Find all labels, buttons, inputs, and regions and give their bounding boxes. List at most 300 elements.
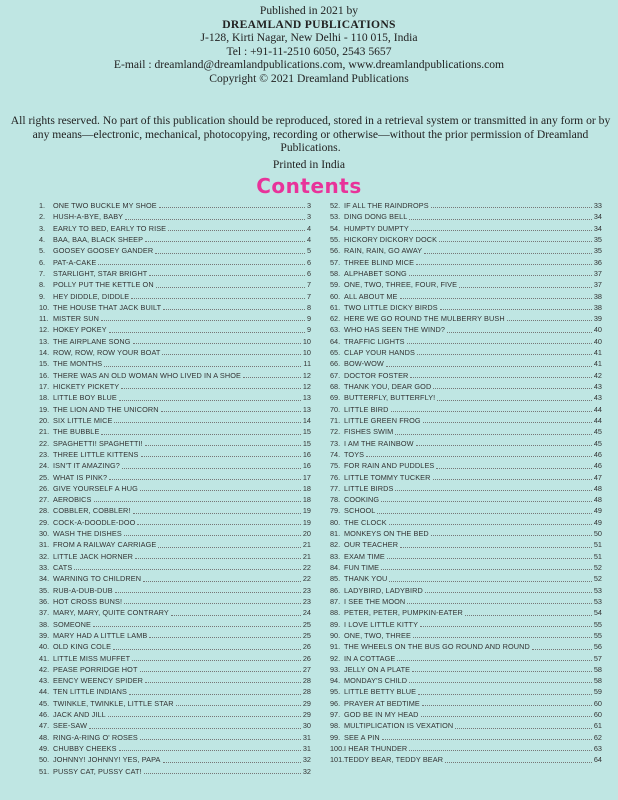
contents-entry <box>39 517 311 528</box>
entry-page-number: 8 <box>306 302 311 312</box>
entry-title: IF ALL THE RAINDROPS <box>344 201 429 210</box>
contents-entry <box>39 324 311 335</box>
dot-leader <box>145 241 305 242</box>
entry-title: SPAGHETTI! SPAGHETTI! <box>53 438 143 448</box>
entry-number: 95. <box>330 687 341 697</box>
contents-entry <box>330 438 602 449</box>
contents-entry <box>39 596 311 607</box>
entry-number: 45. <box>39 698 50 708</box>
entry-title: LITTLE BIRD <box>344 404 389 414</box>
entry-title: HEY DIDDLE, DIDDLE <box>53 291 130 301</box>
entry-number: 26. <box>39 483 50 493</box>
contents-entry <box>39 449 311 460</box>
entry-title: DOCTOR FOSTER <box>344 370 409 380</box>
entry-number: 39. <box>39 630 50 640</box>
entry-title: BAA, BAA, BLACK SHEEP <box>53 234 144 244</box>
entry-page-number: 40 <box>593 325 602 335</box>
contents-entry <box>330 664 602 675</box>
printed-in-line: Printed in India <box>272 158 346 171</box>
contents-entry <box>330 675 602 686</box>
dot-leader <box>145 445 301 446</box>
contents-column-left <box>39 200 311 777</box>
contents-entry <box>330 494 602 505</box>
published-line: Published in 2021 by <box>259 4 359 17</box>
entry-page-number: 51 <box>593 540 602 550</box>
entry-page-number: 37 <box>593 280 602 290</box>
contents-entry <box>330 347 602 358</box>
entry-title: LITTLE BETTY BLUE <box>344 687 417 697</box>
entry-page-number: 5 <box>306 246 311 256</box>
contents-entry <box>39 245 311 256</box>
entry-page-number: 4 <box>306 234 311 244</box>
entry-page-number: 10 <box>302 348 311 358</box>
contents-entry <box>39 200 311 211</box>
entry-title: LITTLE GREEN FROG <box>344 415 421 425</box>
entry-number: 72. <box>330 427 341 437</box>
contents-entry <box>39 472 311 483</box>
entry-title: COOKING <box>344 495 380 505</box>
dot-leader <box>407 343 592 344</box>
dot-leader <box>377 513 591 514</box>
entry-page-number: 31 <box>302 732 311 742</box>
contents-entry <box>330 539 602 550</box>
entry-number: 20. <box>39 415 50 425</box>
contents-entry <box>330 245 602 256</box>
contents-entry <box>330 528 602 539</box>
dot-leader <box>163 762 301 763</box>
entry-page-number: 12 <box>302 382 311 391</box>
dot-leader <box>409 750 592 751</box>
entry-page-number: 51 <box>593 551 602 561</box>
dot-leader <box>122 468 301 469</box>
entry-title: JELLY ON A PLATE <box>344 664 411 674</box>
entry-page-number: 38 <box>593 291 602 301</box>
contents-entry <box>39 223 311 234</box>
contents-entry <box>330 223 602 234</box>
contents-entry <box>39 607 311 618</box>
entry-page-number: 53 <box>593 585 602 595</box>
dot-leader <box>418 694 592 695</box>
entry-page-number: 37 <box>593 268 602 278</box>
entry-page-number: 48 <box>593 483 602 493</box>
entry-number: 76. <box>330 472 341 482</box>
entry-title: THERE WAS AN OLD WOMAN WHO LIVED IN A SHOE <box>53 370 241 380</box>
entry-title: TEN LITTLE INDIANS <box>53 687 127 697</box>
dot-leader <box>119 750 301 751</box>
entry-number: 53. <box>330 212 341 222</box>
entry-page-number: 23 <box>302 585 311 595</box>
contents-entry <box>39 653 311 664</box>
entry-page-number: 53 <box>593 596 602 606</box>
entry-number: 34. <box>39 574 50 584</box>
entry-page-number: 22 <box>302 563 311 572</box>
contents-entry <box>330 392 602 403</box>
dot-leader <box>431 207 592 208</box>
entry-number: 22. <box>39 438 50 448</box>
contents-entry <box>39 302 311 313</box>
dot-leader <box>382 739 592 740</box>
dot-leader <box>124 535 301 536</box>
entry-title: TEDDY BEAR, TEDDY BEAR <box>344 755 444 765</box>
entry-page-number: 54 <box>593 608 602 618</box>
entry-title: RAIN, RAIN, GO AWAY <box>344 246 423 256</box>
entry-page-number: 32 <box>302 766 311 776</box>
entry-page-number: 29 <box>302 698 311 708</box>
entry-page-number: 21 <box>302 540 311 550</box>
entry-number: 82. <box>330 540 341 550</box>
dot-leader <box>389 581 592 582</box>
dot-leader <box>135 558 301 559</box>
rights-notice: All rights reserved. No part of this publication should be reproduced, stored in a retrieval system or transmitted in any form or by any means—electronic, mechanical, photocopying, recording or otherwise—without the prior permission of Dreamland Publications. <box>10 114 611 155</box>
entry-page-number: 61 <box>593 721 602 731</box>
entry-number: 79. <box>330 506 341 516</box>
dot-leader <box>149 637 300 638</box>
contents-entry <box>330 415 602 426</box>
entry-number: 8. <box>39 280 46 290</box>
entry-title: STARLIGHT, STAR BRIGHT <box>53 268 148 278</box>
contents-entry <box>330 472 602 483</box>
entry-title: FROM A RAILWAY CARRIAGE <box>53 540 157 550</box>
entry-title: LITTLE TOMMY TUCKER <box>344 472 431 482</box>
entry-title: ONE, TWO, THREE <box>344 630 411 640</box>
entry-title: THREE BLIND MICE <box>344 257 415 267</box>
dot-leader <box>433 388 592 389</box>
dot-leader <box>381 501 592 502</box>
entry-number: 91. <box>330 642 341 652</box>
imprint-block <box>0 4 618 86</box>
publisher-telephone: Tel : +91-11-2510 6050, 2543 5657 <box>226 44 392 58</box>
entry-title: COCK-A-DOODLE-DOO <box>53 517 136 527</box>
entry-page-number: 34 <box>593 212 602 222</box>
contents-entry <box>39 370 311 381</box>
entry-number: 89. <box>330 619 341 629</box>
entry-number: 18. <box>39 393 50 403</box>
entry-page-number: 3 <box>306 201 311 210</box>
entry-number: 7. <box>39 268 46 278</box>
entry-page-number: 59 <box>593 687 602 697</box>
entry-number: 70. <box>330 404 341 414</box>
entry-number: 61. <box>330 302 341 312</box>
dot-leader <box>89 728 301 729</box>
dot-leader <box>98 264 305 265</box>
entry-page-number: 44 <box>593 415 602 425</box>
dot-leader <box>114 422 300 423</box>
entry-number: 41. <box>39 653 50 663</box>
entry-title: SIX LITTLE MICE <box>53 415 113 425</box>
entry-title: CHUBBY CHEEKS <box>53 744 117 753</box>
entry-title: LITTLE JACK HORNER <box>53 551 134 561</box>
entry-number: 96. <box>330 698 341 708</box>
dot-leader <box>465 615 592 616</box>
entry-number: 38. <box>39 619 50 629</box>
contents-entry <box>330 302 602 313</box>
entry-title: FOR RAIN AND PUDDLES <box>344 461 435 471</box>
entry-title: I SEE THE MOON <box>344 596 406 606</box>
entry-page-number: 11 <box>303 359 311 369</box>
dot-leader <box>149 275 305 276</box>
entry-title: OUR TEACHER <box>344 540 399 550</box>
entry-title: ROW, ROW, ROW YOUR BOAT <box>53 348 161 358</box>
dot-leader <box>416 264 592 265</box>
contents-entry <box>330 381 602 392</box>
entry-title: MULTIPLICATION IS VEXATION <box>344 721 454 731</box>
entry-number: 101. <box>330 755 345 765</box>
contents-entry <box>39 291 311 302</box>
entry-page-number: 55 <box>593 619 602 629</box>
entry-page-number: 4 <box>306 223 311 233</box>
contents-entry <box>330 505 602 516</box>
entry-page-number: 26 <box>302 653 311 663</box>
entry-title: MARY, MARY, QUITE CONTRARY <box>53 608 169 618</box>
entry-number: 99. <box>330 732 341 742</box>
contents-entry <box>330 336 602 347</box>
entry-title: THE AIRPLANE SONG <box>53 336 131 346</box>
contents-entry <box>330 720 602 731</box>
entry-title: ONE, TWO, THREE, FOUR, FIVE <box>344 280 458 290</box>
entry-title: OLD KING COLE <box>53 642 112 652</box>
entry-title: WHAT IS PINK? <box>53 472 108 482</box>
entry-title: HOT CROSS BUNS! <box>53 596 123 606</box>
entry-number: 44. <box>39 687 50 697</box>
entry-number: 31. <box>39 540 50 550</box>
entry-title: THANK YOU <box>344 574 388 584</box>
contents-entry <box>330 279 602 290</box>
publisher-email: E-mail : dreamland@dreamlandpublications.com, www.dreamlandpublications.com <box>113 58 505 72</box>
entry-page-number: 19 <box>302 517 311 527</box>
entry-number: 2. <box>39 212 46 222</box>
entry-title: EARLY TO BED, EARLY TO RISE <box>53 223 167 233</box>
entry-title: THREE LITTLE KITTENS <box>53 449 139 459</box>
entry-page-number: 62 <box>593 732 602 742</box>
entry-title: EXAM TIME <box>344 551 385 561</box>
contents-entry <box>330 551 602 562</box>
dot-leader <box>410 377 591 378</box>
entry-title: TWINKLE, TWINKLE, LITTLE STAR <box>53 698 174 708</box>
entry-page-number: 42 <box>593 370 602 380</box>
contents-entry <box>330 653 602 664</box>
contents-entry <box>330 686 602 697</box>
entry-title: THE CLOCK <box>344 517 387 527</box>
dot-leader <box>416 445 592 446</box>
entry-number: 46. <box>39 710 50 720</box>
entry-page-number: 6 <box>306 257 311 267</box>
contents-entry <box>39 358 311 369</box>
entry-title: HUSH-A-BYE, BABY <box>53 212 124 222</box>
contents-entry <box>330 573 602 584</box>
dot-leader <box>155 253 305 254</box>
entry-number: 16. <box>39 370 50 380</box>
entry-page-number: 56 <box>593 642 602 652</box>
entry-number: 83. <box>330 551 341 561</box>
entry-page-number: 6 <box>306 268 311 278</box>
contents-entry <box>39 404 311 415</box>
entry-page-number: 55 <box>593 630 602 640</box>
entry-title: FISHES SWIM <box>344 427 394 437</box>
entry-page-number: 22 <box>302 574 311 584</box>
contents-entry <box>39 686 311 697</box>
contents-entry <box>39 720 311 731</box>
entry-page-number: 19 <box>302 506 311 516</box>
dot-leader <box>437 400 592 401</box>
entry-title: ALL ABOUT ME <box>344 291 398 301</box>
entry-number: 58. <box>330 268 341 278</box>
entry-number: 98. <box>330 721 341 731</box>
entry-page-number: 18 <box>302 483 311 493</box>
dot-leader <box>176 705 301 706</box>
contents-entry <box>330 743 602 754</box>
entry-number: 10. <box>39 302 50 312</box>
entry-number: 23. <box>39 449 50 459</box>
entry-page-number: 64 <box>593 755 602 765</box>
dot-leader <box>459 287 592 288</box>
contents-entry <box>39 347 311 358</box>
entry-page-number: 7 <box>306 280 311 290</box>
dot-leader <box>131 298 305 299</box>
contents-entry <box>39 528 311 539</box>
entry-page-number: 28 <box>302 676 311 686</box>
contents-entry <box>39 743 311 754</box>
entry-title: PUSSY CAT, PUSSY CAT! <box>53 766 142 776</box>
entry-title: MARY HAD A LITTLE LAMB <box>53 630 148 640</box>
entry-number: 12. <box>39 325 50 335</box>
entry-title: I AM THE RAINBOW <box>344 438 414 448</box>
entry-page-number: 15 <box>302 438 311 448</box>
contents-entry <box>330 449 602 460</box>
entry-number: 71. <box>330 415 341 425</box>
entry-page-number: 35 <box>593 246 602 256</box>
entry-number: 64. <box>330 336 341 346</box>
contents-entry <box>39 415 311 426</box>
entry-page-number: 44 <box>593 404 602 414</box>
contents-entry <box>39 483 311 494</box>
entry-page-number: 38 <box>593 302 602 312</box>
entry-number: 5. <box>39 246 46 256</box>
entry-number: 75. <box>330 461 341 471</box>
contents-entry <box>39 641 311 652</box>
contents-entry <box>39 268 311 279</box>
dot-leader <box>243 377 301 378</box>
entry-number: 56. <box>330 246 341 256</box>
dot-leader <box>94 501 301 502</box>
contents-entry <box>39 460 311 471</box>
contents-entry <box>39 562 311 573</box>
dot-leader <box>420 626 592 627</box>
dot-leader <box>101 434 300 435</box>
entry-page-number: 36 <box>593 257 602 267</box>
entry-number: 15. <box>39 359 50 369</box>
entry-number: 29. <box>39 517 50 527</box>
entry-number: 25. <box>39 472 50 482</box>
dot-leader <box>163 309 305 310</box>
entry-number: 59. <box>330 280 341 290</box>
entry-title: MISTER SUN <box>53 314 99 324</box>
entry-number: 3. <box>39 223 46 233</box>
entry-page-number: 33 <box>593 201 602 210</box>
entry-page-number: 49 <box>593 506 602 516</box>
dot-leader <box>143 581 301 582</box>
entry-number: 19. <box>39 404 50 414</box>
entry-number: 4. <box>39 234 46 244</box>
entry-page-number: 13 <box>302 393 311 403</box>
contents-entry <box>330 426 602 437</box>
entry-title: TWO LITTLE DICKY BIRDS <box>344 302 438 312</box>
entry-title: SEE A PIN <box>344 732 380 742</box>
dot-leader <box>532 649 592 650</box>
contents-entry <box>39 766 311 777</box>
entry-title: LADYBIRD, LADYBIRD <box>344 585 423 595</box>
dot-leader <box>431 535 592 536</box>
entry-page-number: 52 <box>593 563 602 572</box>
entry-number: 1. <box>39 201 46 210</box>
entry-number: 13. <box>39 336 50 346</box>
entry-title: SCHOOL <box>344 506 376 516</box>
contents-entry <box>39 381 311 392</box>
entry-title: COBBLER, COBBLER! <box>53 506 131 516</box>
dot-leader <box>400 547 592 548</box>
contents-entry <box>330 619 602 630</box>
entry-page-number: 15 <box>302 427 311 437</box>
entry-page-number: 48 <box>593 495 602 505</box>
publisher-name: DREAMLAND PUBLICATIONS <box>222 17 396 31</box>
dot-leader <box>436 468 591 469</box>
entry-page-number: 58 <box>593 676 602 686</box>
dot-leader <box>156 287 305 288</box>
entry-number: 94. <box>330 676 341 686</box>
entry-title: WARNING TO CHILDREN <box>53 574 142 584</box>
entry-number: 42. <box>39 664 50 674</box>
entry-title: SOMEONE <box>53 619 92 629</box>
dot-leader <box>445 762 592 763</box>
entry-page-number: 30 <box>302 721 311 731</box>
dot-leader <box>455 728 592 729</box>
contents-entry <box>330 630 602 641</box>
entry-number: 100. <box>330 744 345 753</box>
entry-title: THE MONTHS <box>53 359 103 369</box>
contents-entry <box>39 630 311 641</box>
entry-number: 24. <box>39 461 50 471</box>
entry-title: PEASE PORRIDGE HOT <box>53 664 138 674</box>
contents-entry <box>39 234 311 245</box>
publisher-address: J-128, Kirti Nagar, New Delhi - 110 015, India <box>200 31 418 45</box>
entry-title: LITTLE MISS MUFFET <box>53 653 131 663</box>
entry-title: THANK YOU, DEAR GOD <box>344 382 432 391</box>
contents-entry <box>39 257 311 268</box>
entry-number: 74. <box>330 449 341 459</box>
entry-number: 47. <box>39 721 50 731</box>
entry-page-number: 27 <box>302 664 311 674</box>
contents-entry <box>330 698 602 709</box>
contents-entry <box>330 607 602 618</box>
entry-number: 32. <box>39 551 50 561</box>
dot-leader <box>395 434 592 435</box>
entry-number: 35. <box>39 585 50 595</box>
dot-leader <box>133 513 301 514</box>
entry-page-number: 43 <box>593 393 602 403</box>
entry-title: GOOSEY GOOSEY GANDER <box>53 246 154 256</box>
entry-title: LITTLE BOY BLUE <box>53 393 117 403</box>
contents-entry <box>330 234 602 245</box>
dot-leader <box>140 739 301 740</box>
copyright-line: Copyright © 2021 Dreamland Publications <box>209 71 409 85</box>
contents-entry <box>39 732 311 743</box>
contents-entry <box>330 200 602 211</box>
entry-number: 27. <box>39 495 50 505</box>
entry-title: PETER, PETER, PUMPKIN-EATER <box>344 608 463 618</box>
entry-number: 37. <box>39 608 50 618</box>
entry-page-number: 12 <box>302 370 311 380</box>
contents-entry <box>39 313 311 324</box>
contents-entry <box>39 573 311 584</box>
